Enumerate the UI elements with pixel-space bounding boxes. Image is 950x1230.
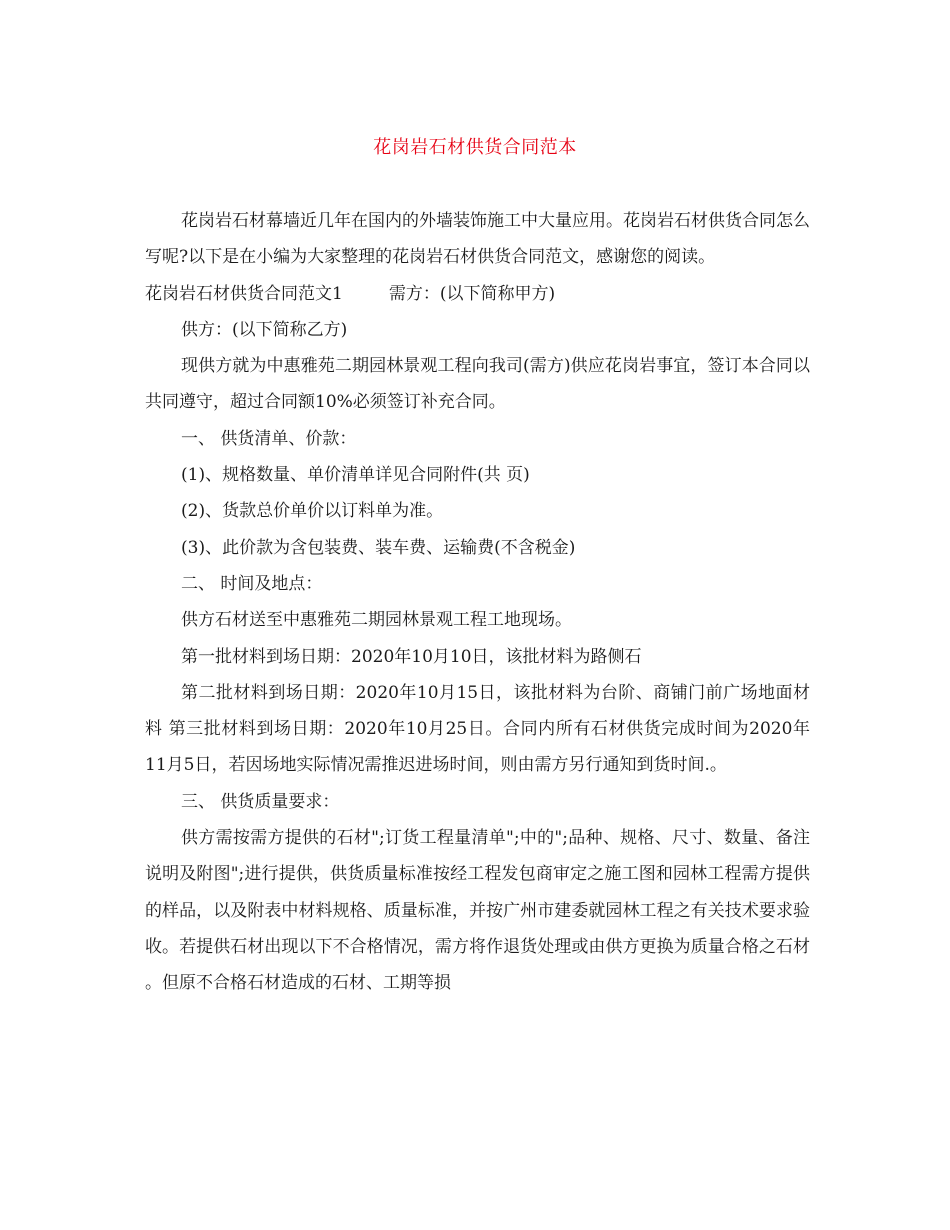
section-1-item-1: (1)、规格数量、单价清单详见合同附件(共 页): [181, 465, 530, 486]
section-1-title: 一、 供货清单、价款：: [181, 428, 357, 449]
sample-heading-line: [145, 276, 810, 312]
batch-1-paragraph: 第一批材料到场日期：2020年10月10日，该批材料为路侧石: [181, 646, 642, 667]
location-paragraph: 供方石材送至中惠雅苑二期园林景观工程工地现场。: [181, 610, 572, 631]
quality-paragraph: 供方需按需方提供的石材";订货工程量清单";中的";品种、规格、尺寸、数量、备注说明及附图";进行提供，供货质量标准按经工程发包商审定之施工图和园林工程需方提供的样品，以及附表中材料规格、质量标准，并按广州市建委就园林工程之有关技术要求验收。若提供石材出现以下不合格情况，需方将作退货处理或由供方更换为质量合格之石材 。但原不合格石材造成的石材、工期等损: [145, 828, 810, 994]
intro-paragraph: 花岗岩石材幕墙近几年在国内的外墙装饰施工中大量应用。花岗岩石材供货合同怎么写呢?以下是在小编为大家整理的花岗岩石材供货合同范文，感谢您的阅读。: [145, 211, 810, 268]
section-1-item-3: (3)、此价款为含包装费、装车费、运输费(不含税金): [181, 537, 576, 558]
sample-heading: 花岗岩石材供货合同范文1: [145, 283, 343, 304]
supplier-line: 供方：(以下简称乙方): [181, 319, 348, 340]
document-title: 花岗岩石材供货合同范本: [373, 137, 577, 158]
batch-2-paragraph: 第二批材料到场日期：2020年10月15日，该批材料为台阶、商铺门前广场地面材料 第三批材料到场日期：2020年10月25日。合同内所有石材供货完成时间为2020年11月5日，若因场地实际情况需推迟进场时间，则由需方另行通知到货时间.。: [145, 682, 810, 776]
buyer-line: 需方：(以下简称甲方): [388, 283, 556, 304]
document-body: [145, 203, 810, 1002]
section-1-item-2: (2)、货款总价单价以订料单为准。: [181, 501, 444, 522]
section-3-title: 三、 供货质量要求：: [181, 791, 340, 812]
section-2-title: 二、 时间及地点：: [181, 573, 323, 594]
supply-paragraph: 现供方就为中惠雅苑二期园林景观工程向我司(需方)供应花岗岩事宜，签订本合同以共同遵守，超过合同额10%必须签订补充合同。: [145, 356, 810, 413]
